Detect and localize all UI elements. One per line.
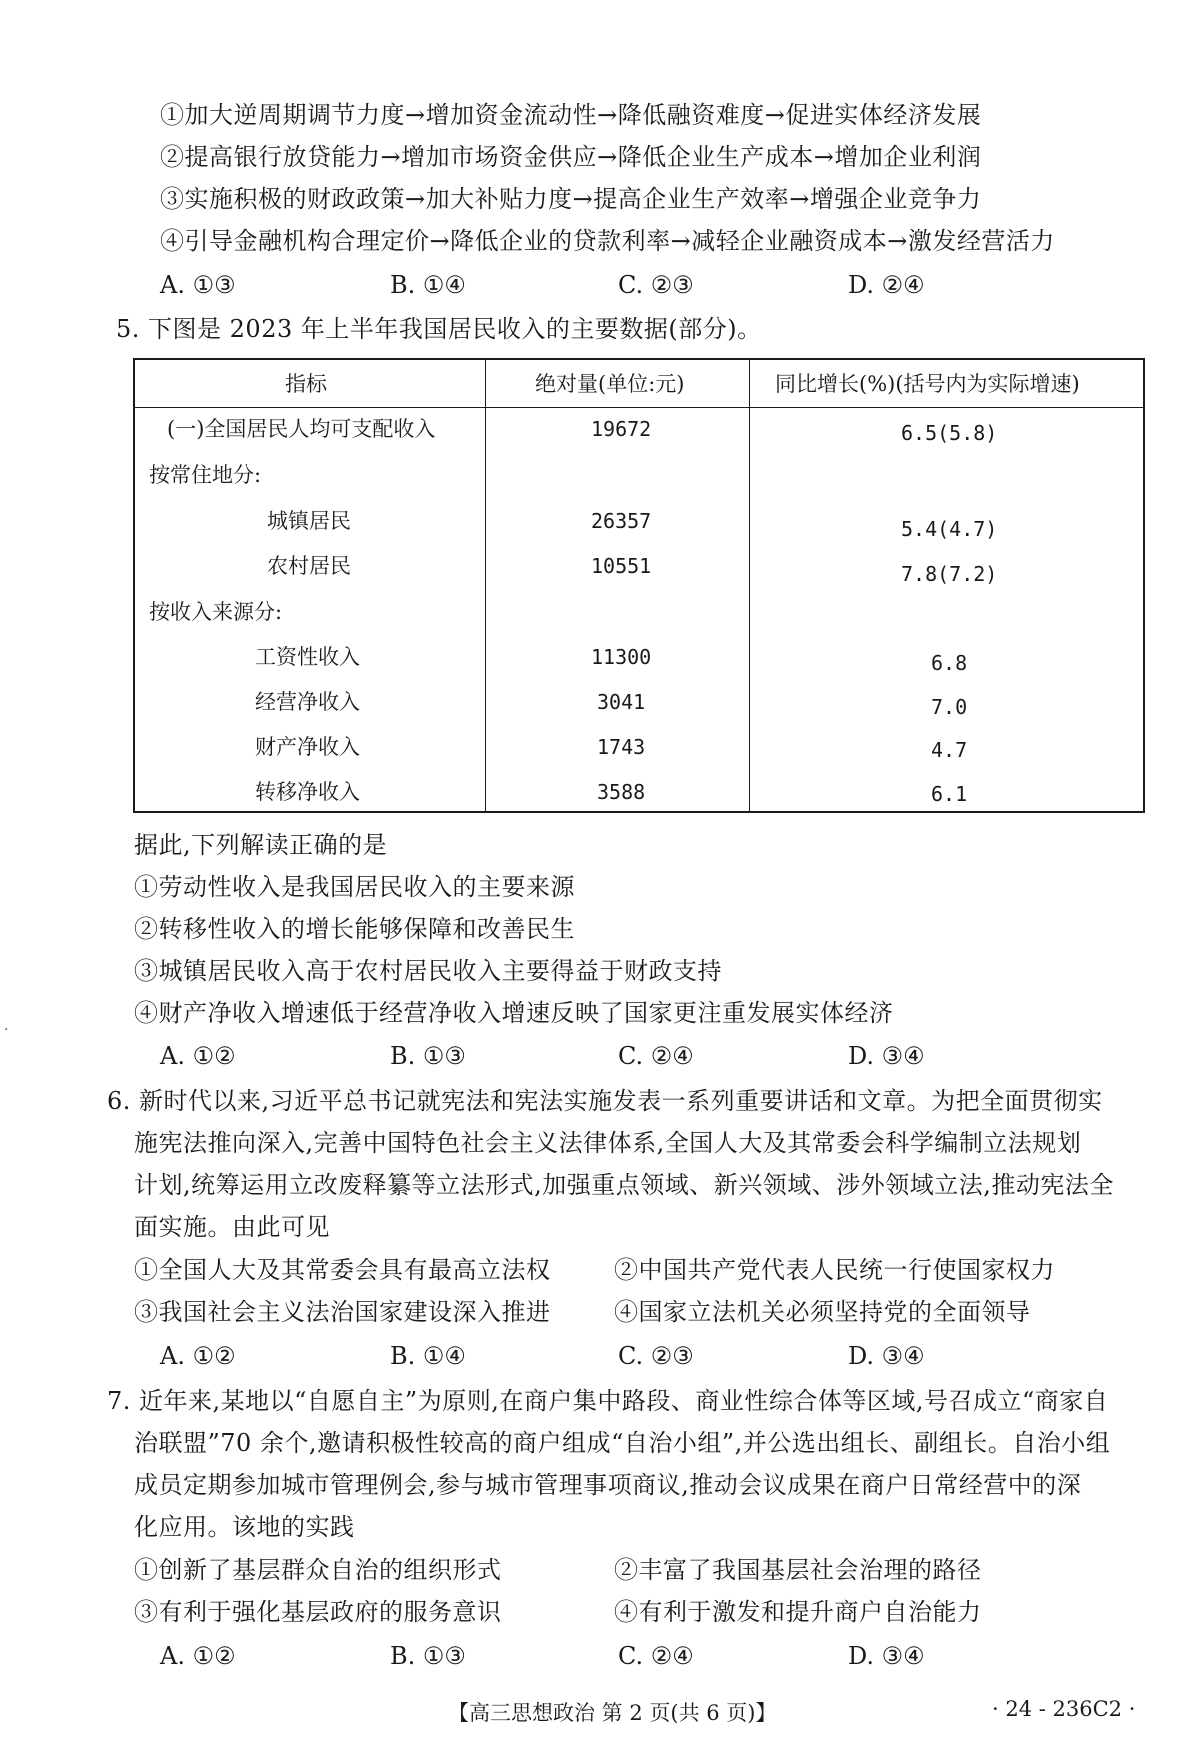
table-row-growth: 7.0 (931, 695, 968, 719)
q7-stem-line-2: 治联盟”70 余个,邀请积极性较高的商户组成“自治小组”,并公选出组长、副组长。自治小组 (134, 1429, 1111, 1457)
q6-option-b: B. ①④ (390, 1342, 466, 1370)
q6-option-d: D. ③④ (848, 1342, 925, 1370)
q5-option-d: D. ③④ (848, 1042, 925, 1070)
table-row-value: 3041 (597, 690, 646, 714)
q4-statement-4: ④引导金融机构合理定价→降低企业的贷款利率→减轻企业融资成本→激发经营活力 (160, 227, 1055, 255)
table-row-value: 10551 (591, 554, 652, 578)
table-row-label: 城镇居民 (267, 509, 351, 533)
q7-option-c: C. ②④ (618, 1642, 694, 1670)
q5-option-b: B. ①③ (390, 1042, 466, 1070)
q6-option-a: A. ①② (160, 1342, 236, 1370)
q4-statement-2: ②提高银行放贷能力→增加市场资金供应→降低企业生产成本→增加企业利润 (160, 143, 982, 171)
table-row-value: 1743 (597, 735, 646, 759)
q5-statement-1: ①劳动性收入是我国居民收入的主要来源 (134, 873, 575, 901)
q5-statement-4: ④财产净收入增速低于经营净收入增速反映了国家更注重发展实体经济 (134, 999, 894, 1027)
table-row-value: 3588 (597, 780, 646, 804)
q4-statement-3: ③实施积极的财政政策→加大补贴力度→提高企业生产效率→增强企业竞争力 (160, 185, 982, 213)
income-table (133, 358, 1145, 813)
q7-stem-line-3: 成员定期参加城市管理例会,参与城市管理事项商议,推动会议成果在商户日常经营中的深 (134, 1471, 1082, 1499)
table-row-value: 26357 (591, 509, 652, 533)
table-row-growth: 5.4(4.7) (901, 517, 998, 541)
q6-option-c: C. ②③ (618, 1342, 694, 1370)
q5-stem: 5. 下图是 2023 年上半年我国居民收入的主要数据(部分)。 (116, 315, 762, 343)
table-row-growth: 6.8 (931, 651, 968, 675)
q5-lead: 据此,下列解读正确的是 (134, 831, 388, 859)
q7-statement-3: ③有利于强化基层政府的服务意识 (134, 1598, 502, 1626)
q6-stem-line-3: 计划,统筹运用立改废释纂等立法形式,加强重点领域、新兴领域、涉外领域立法,推动宪法全 (134, 1171, 1114, 1199)
q5-statement-3: ③城镇居民收入高于农村居民收入主要得益于财政支持 (134, 957, 722, 985)
table-row-label: 经营净收入 (255, 690, 360, 714)
q7-statement-4: ④有利于激发和提升商户自治能力 (614, 1598, 982, 1626)
q5-option-a: A. ①② (160, 1042, 236, 1070)
table-header-divider (135, 407, 1143, 408)
table-row-label: 转移净收入 (255, 780, 360, 804)
q7-stem-line-4: 化应用。该地的实践 (134, 1513, 355, 1541)
q7-option-b: B. ①③ (390, 1642, 466, 1670)
q6-statement-2: ②中国共产党代表人民统一行使国家权力 (614, 1256, 1055, 1284)
q7-option-d: D. ③④ (848, 1642, 925, 1670)
q6-stem-line-1: 6. 新时代以来,习近平总书记就宪法和宪法实施发表一系列重要讲话和文章。为把全面贯彻实 (107, 1087, 1103, 1115)
table-row-label: 农村居民 (267, 554, 351, 578)
table-row-growth: 4.7 (931, 738, 968, 762)
q4-statement-1: ①加大逆周期调节力度→增加资金流动性→降低融资难度→促进实体经济发展 (160, 101, 982, 129)
q7-statement-2: ②丰富了我国基层社会治理的路径 (614, 1556, 982, 1584)
table-group-label: 按收入来源分: (149, 600, 283, 624)
table-group-label: 按常住地分: (149, 463, 262, 487)
table-row-value: 19672 (591, 417, 652, 441)
q6-statement-1: ①全国人大及其常委会具有最高立法权 (134, 1256, 551, 1284)
table-row-growth: 6.1 (931, 782, 968, 806)
header-indicator: 指标 (285, 372, 327, 396)
page-footer: 【高三思想政治 第 2 页(共 6 页)】 (448, 1701, 777, 1725)
q4-option-c: C. ②③ (618, 271, 694, 299)
q7-statement-1: ①创新了基层群众自治的组织形式 (134, 1556, 502, 1584)
table-row-value: 11300 (591, 645, 652, 669)
q7-stem-line-1: 7. 近年来,某地以“自愿自主”为原则,在商户集中路段、商业性综合体等区域,号召成立“商家自 (107, 1387, 1109, 1415)
scan-mark: · (4, 1022, 9, 1038)
table-divider (749, 360, 750, 811)
table-row-growth: 6.5(5.8) (901, 421, 998, 445)
header-growth: 同比增长(%)(括号内为实际增速) (775, 372, 1080, 396)
table-row-growth: 7.8(7.2) (901, 562, 998, 586)
table-row-label: 财产净收入 (255, 735, 360, 759)
table-divider (485, 360, 486, 811)
q6-statement-3: ③我国社会主义法治国家建设深入推进 (134, 1298, 551, 1326)
page-code: · 24 - 236C2 · (992, 1697, 1136, 1721)
q6-stem-line-4: 面实施。由此可见 (134, 1213, 330, 1241)
header-absolute: 绝对量(单位:元) (535, 372, 685, 396)
q7-option-a: A. ①② (160, 1642, 236, 1670)
q6-stem-line-2: 施宪法推向深入,完善中国特色社会主义法律体系,全国人大及其常委会科学编制立法规划 (134, 1129, 1082, 1157)
q5-option-c: C. ②④ (618, 1042, 694, 1070)
table-row-label: 工资性收入 (255, 645, 360, 669)
q4-option-a: A. ①③ (160, 271, 236, 299)
table-row-label: (一)全国居民人均可支配收入 (167, 417, 436, 441)
q5-statement-2: ②转移性收入的增长能够保障和改善民生 (134, 915, 575, 943)
q4-option-d: D. ②④ (848, 271, 925, 299)
q4-option-b: B. ①④ (390, 271, 466, 299)
q6-statement-4: ④国家立法机关必须坚持党的全面领导 (614, 1298, 1031, 1326)
